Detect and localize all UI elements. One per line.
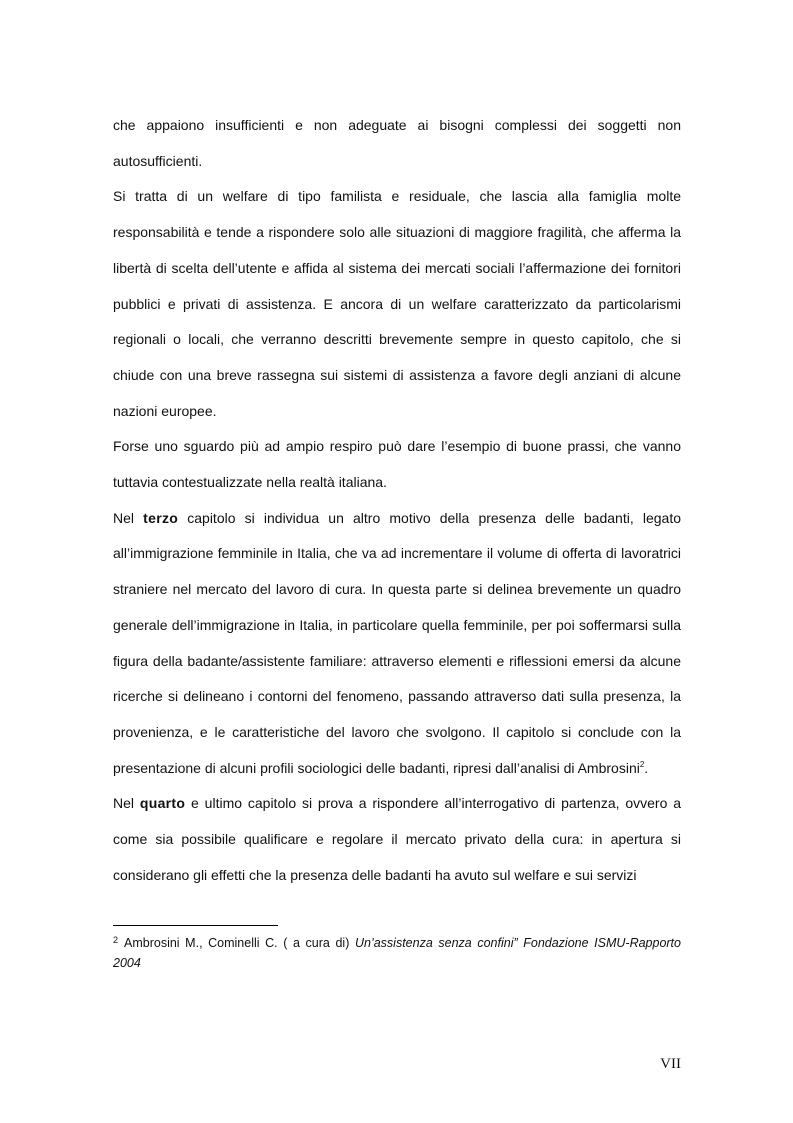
paragraph-5-lead: Nel: [113, 795, 140, 812]
body-text: [113, 108, 681, 893]
footnote: [113, 933, 681, 973]
footnote-authors: Ambrosini M., Cominelli C. ( a cura di): [124, 936, 355, 950]
paragraph-4-lead: Nel: [113, 509, 144, 526]
footnote-divider: [113, 925, 278, 926]
paragraph-4: [113, 501, 681, 787]
paragraph-5: [113, 786, 681, 893]
paragraph-5-body: e ultimo capitolo si prova a rispondere all’interrogativo di partenza, ovvero a come sia possibile qualificare e regolare il mercato privato della cura: in apertura si considerano gli effetti che la presenza delle badanti ha avuto sul welfare e sui servizi: [113, 795, 681, 883]
page-number: VII: [660, 1056, 681, 1072]
paragraph-3: Forse uno sguardo più ad ampio respiro può dare l’esempio di buone prassi, che vanno tuttavia contestualizzate nella realtà italiana.: [113, 438, 681, 491]
paragraph-4-end: .: [644, 759, 649, 776]
chapter-quarto-emphasis: quarto: [139, 795, 186, 812]
paragraph-4-body: capitolo si individua un altro motivo della presenza delle badanti, legato all’immigrazione femminile in Italia, che va ad incrementare il volume di offerta di lavoratrici straniere nel mercato del lavoro di cura. In questa parte si delinea brevemente un quadro generale dell’immigrazione in Italia, in particolare quella femminile, per poi soffermarsi sulla figura della badante/assistente familiare: attraverso elementi e riflessioni emersi da alcune ricerche si delineano i contorni del fenomeno, passando attraverso dati sulla presenza, la provenienza, e le caratteristiche del lavoro che svolgono. Il capitolo si conclude con la presentazione di alcuni profili sociologici delle badanti, ripresi dall’analisi di Ambrosini: [113, 509, 682, 776]
footnote-title: Un’assistenza senza confini” Fondazione ISMU-Rapporto 2004: [113, 936, 681, 970]
paragraph-1: che appaiono insufficienti e non adeguate ai bisogni complessi dei soggetti non autosufficienti.: [113, 117, 681, 169]
chapter-terzo-emphasis: terzo: [143, 509, 179, 526]
paragraph-2: Si tratta di un welfare di tipo familista e residuale, che lascia alla famiglia molte responsabilità e tende a rispondere solo alle situazioni di maggiore fragilità, che afferma la libertà di scelta dell’utente e affida al sistema dei mercati sociali l’affermazione dei fornitori pubblici e privati di assistenza. E ancora di un welfare caratterizzato da particolarismi regionali o locali, che verranno descritti brevemente sempre in questo capitolo, che si chiude con una breve rassegna sui sistemi di assistenza a favore degli anziani di alcune nazioni europee.: [113, 188, 681, 419]
footnote-mark: 2: [113, 935, 119, 945]
footnote-reference[interactable]: 2: [639, 759, 645, 769]
